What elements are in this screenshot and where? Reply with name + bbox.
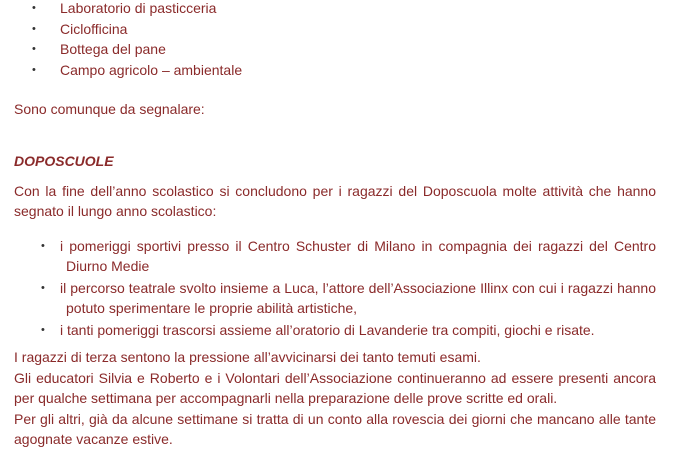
closing-paragraph <box>14 347 656 450</box>
list-item-text: i tanti pomeriggi trascorsi assieme all’oratorio di Lavanderie tra compiti, giochi e risate. <box>60 322 595 338</box>
list-item <box>14 236 656 276</box>
activities-list <box>14 236 656 342</box>
intro-paragraph: Con la fine dell’anno scolastico si concludono per i ragazzi del Doposcuola molte attività che hanno segnato il lungo anno scolastico: <box>14 183 656 219</box>
bullet-icon: • <box>32 43 36 55</box>
closing-line: I ragazzi di terza sentono la pressione all’avvicinarsi dei tanto temuti esami. <box>14 349 481 365</box>
list-item-text: Campo agricolo – ambientale <box>60 61 243 78</box>
bullet-icon: • <box>32 22 36 35</box>
list-item-text: Laboratorio di pasticceria <box>60 0 217 16</box>
note-paragraph: Sono comunque da segnalare: <box>14 101 205 117</box>
closing-line: Per gli altri, già da alcune settimane si tratta di un conto alla rovescia dei giorni che mancano alle tante agognate vacanze estive. <box>14 410 656 447</box>
list-item-text: i pomeriggi sportivi presso il Centro Schuster di Milano in compagnia dei ragazzi del Centro Diurno Medie <box>60 238 656 274</box>
list-item-text: Ciclofficina <box>60 20 128 37</box>
bullet-icon: • <box>41 282 45 294</box>
bullet-icon: • <box>41 240 45 252</box>
bullet-icon: • <box>41 324 45 336</box>
list-item-text: Bottega del pane <box>60 41 166 57</box>
bullet-icon: • <box>32 2 36 14</box>
list-item <box>14 320 656 340</box>
closing-line: Gli educatori Silvia e Roberto e i Volontari dell’Associazione continueranno ad essere presenti ancora per qualche settimana per accompagnarli nella preparazione delle prove scritte ed orali. <box>14 369 656 406</box>
list-item-text: il percorso teatrale svolto insieme a Luca, l’attore dell’Associazione Illinx con cui i ragazzi hanno potuto sperimentare le proprie abilità artistiche, <box>60 280 656 316</box>
bullet-icon: • <box>32 63 36 76</box>
section-heading: DOPOSCUOLE <box>14 153 114 169</box>
list-item <box>14 278 656 318</box>
